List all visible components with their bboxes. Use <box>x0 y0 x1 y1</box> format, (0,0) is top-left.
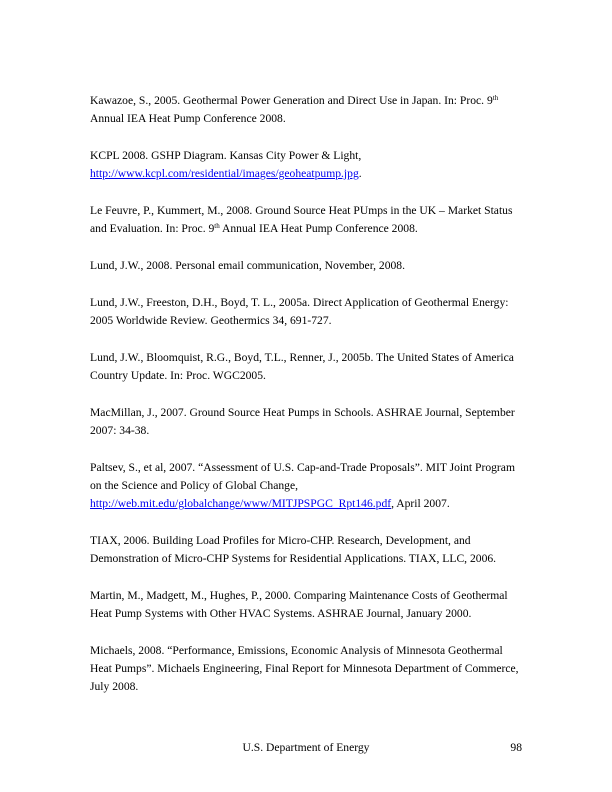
reference-text: Kawazoe, S., 2005. Geothermal Power Generation and Direct Use in Japan. In: Proc. 9 <box>90 94 493 107</box>
ordinal-suffix: th <box>214 222 220 230</box>
reference-text: Martin, M., Madgett, M., Hughes, P., 2000. Comparing Maintenance Costs of Geothermal Heat Pump Systems with Other HVAC Systems. ASHRAE Journal, January 2000. <box>90 589 508 620</box>
reference-text: TIAX, 2006. Building Load Profiles for Micro-CHP. Research, Development, and Demonstration of Micro-CHP Systems for Residential Applications. TIAX, LLC, 2006. <box>90 534 497 565</box>
reference-text: MacMillan, J., 2007. Ground Source Heat Pumps in Schools. ASHRAE Journal, September 2007: 34-38. <box>90 406 515 437</box>
reference-text-end: . <box>358 167 362 180</box>
footer-organization: U.S. Department of Energy <box>242 741 370 754</box>
reference-tiax <box>90 532 522 568</box>
mit-report-link[interactable]: http://web.mit.edu/globalchange/www/MITJPSPGC_Rpt146.pdf <box>90 497 392 510</box>
reference-lund-2005b <box>90 349 522 385</box>
reference-text-end: Annual IEA Heat Pump Conference 2008. <box>219 222 418 235</box>
reference-kawazoe <box>90 92 522 128</box>
reference-text: Paltsev, S., et al, 2007. “Assessment of U.S. Cap-and-Trade Proposals”. MIT Joint Program on the Science and Policy of Global Change, <box>90 461 515 492</box>
reference-text: Lund, J.W., Freeston, D.H., Boyd, T. L., 2005a. Direct Application of Geothermal Energy: 2005 Worldwide Review. Geothermics 34, 691-727. <box>90 296 509 327</box>
reference-michaels <box>90 642 522 696</box>
reference-le-feuvre <box>90 202 522 238</box>
reference-paltsev <box>90 459 522 513</box>
reference-lund-2005a <box>90 294 522 330</box>
reference-text-end: Annual IEA Heat Pump Conference 2008. <box>90 112 286 125</box>
reference-lund-2008 <box>90 257 522 275</box>
reference-list <box>90 92 522 715</box>
page-footer <box>90 741 522 757</box>
reference-text: Le Feuvre, P., Kummert, M., 2008. Ground Source Heat PUmps in the UK – Market Status and Evaluation. In: Proc. 9 <box>90 204 513 235</box>
reference-martin <box>90 587 522 623</box>
reference-text-end: , April 2007. <box>391 497 450 510</box>
reference-text: Lund, J.W., Bloomquist, R.G., Boyd, T.L., Renner, J., 2005b. The United States of America Country Update. In: Proc. WGC2005. <box>90 351 514 382</box>
page-number: 98 <box>510 741 522 754</box>
reference-text: Lund, J.W., 2008. Personal email communication, November, 2008. <box>90 259 405 272</box>
reference-macmillan <box>90 404 522 440</box>
reference-kcpl <box>90 147 522 183</box>
ordinal-suffix: th <box>492 94 499 102</box>
reference-text: Michaels, 2008. “Performance, Emissions, Economic Analysis of Minnesota Geothermal Heat Pumps”. Michaels Engineering, Final Report for Minnesota Department of Commerce, July 2008. <box>90 644 519 693</box>
kcpl-diagram-link[interactable]: http://www.kcpl.com/residential/images/geoheatpump.jpg <box>90 167 359 180</box>
reference-text: KCPL 2008. GSHP Diagram. Kansas City Power & Light, <box>90 149 362 162</box>
